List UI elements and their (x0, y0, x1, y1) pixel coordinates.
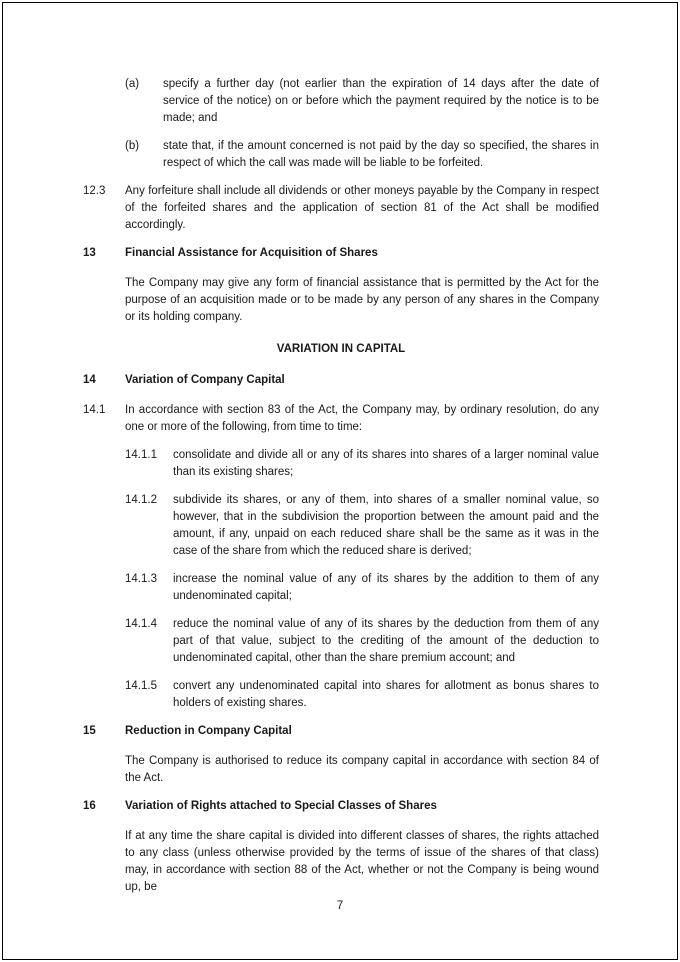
item-label: 14.1.4 (125, 618, 157, 630)
list-item (83, 402, 599, 436)
item-text: reduce the nominal value of any of its shares by the deduction from them of any part of that value, subject to the crediting of the amount of the deduction to undenominated capital, other than the share premium account; and (173, 618, 599, 664)
centered-heading: VARIATION IN CAPITAL (276, 343, 406, 355)
document-page (2, 2, 678, 960)
list-item (125, 447, 599, 481)
section-heading (83, 245, 599, 262)
item-label: (a) (125, 78, 140, 90)
section-number: 15 (83, 725, 96, 737)
item-label: (b) (125, 140, 140, 152)
list-item (83, 183, 599, 234)
list-item (125, 616, 599, 667)
section-title: Reduction in Company Capital (125, 725, 292, 737)
paragraph: The Company is authorised to reduce its company capital in accordance with section 84 of the Act. (125, 755, 599, 784)
section-title: Financial Assistance for Acquisition of Shares (125, 247, 378, 259)
item-text: subdivide its shares, or any of them, into shares of a smaller nominal value, so however, that in the subdivision the proportion between the amount paid and the amount, if any, unpaid on each reduced share shall be the same as it was in the case of the share from which the reduced share is derived; (173, 494, 599, 557)
section-title: Variation of Company Capital (125, 374, 285, 386)
item-label: 14.1.1 (125, 449, 157, 461)
item-text: specify a further day (not earlier than the expiration of 14 days after the date of service of the notice) on or before which the payment required by the notice is to be made; and (163, 78, 599, 124)
item-label: 12.3 (83, 185, 106, 197)
section-heading (83, 372, 599, 389)
item-label: 14.1.2 (125, 494, 157, 506)
list-item (125, 76, 599, 127)
section-heading (83, 798, 599, 815)
paragraph: If at any time the share capital is divided into different classes of shares, the rights attached to any class (unless otherwise provided by the terms of issue of the shares of that class) may, in accordance with section 88 of the Act, whether or not the Company is being wound up, be (125, 830, 599, 893)
paragraph: The Company may give any form of financial assistance that is permitted by the Act for the purpose of an acquisition made or to be made by any person of any shares in the Company or its holding company. (125, 277, 599, 323)
item-text: Any forfeiture shall include all dividends or other moneys payable by the Company in respect of the forfeited shares and the application of section 81 of the Act shall be modified accordingly. (125, 185, 599, 231)
item-text: convert any undenominated capital into shares for allotment as bonus shares to holders of existing shares. (173, 680, 599, 709)
section-number: 16 (83, 800, 96, 812)
section-number: 14 (83, 374, 96, 386)
item-text: In accordance with section 83 of the Act, the Company may, by ordinary resolution, do any one or more of the following, from time to time: (125, 404, 599, 433)
section-heading (83, 723, 599, 740)
list-item (125, 678, 599, 712)
item-label: 14.1.3 (125, 573, 157, 585)
item-text: consolidate and divide all or any of its shares into shares of a larger nominal value than its existing shares; (173, 449, 599, 478)
list-item (125, 571, 599, 605)
item-text: state that, if the amount concerned is not paid by the day so specified, the shares in respect of which the call was made will be liable to be forfeited. (163, 140, 599, 169)
item-label: 14.1 (83, 404, 106, 416)
page-content (3, 3, 677, 896)
page-number: 7 (336, 900, 344, 912)
list-item (125, 492, 599, 560)
item-label: 14.1.5 (125, 680, 157, 692)
list-item (125, 138, 599, 172)
section-title: Variation of Rights attached to Special Classes of Shares (125, 800, 437, 812)
item-text: increase the nominal value of any of its shares by the addition to them of any undenominated capital; (173, 573, 599, 602)
section-number: 13 (83, 247, 96, 259)
